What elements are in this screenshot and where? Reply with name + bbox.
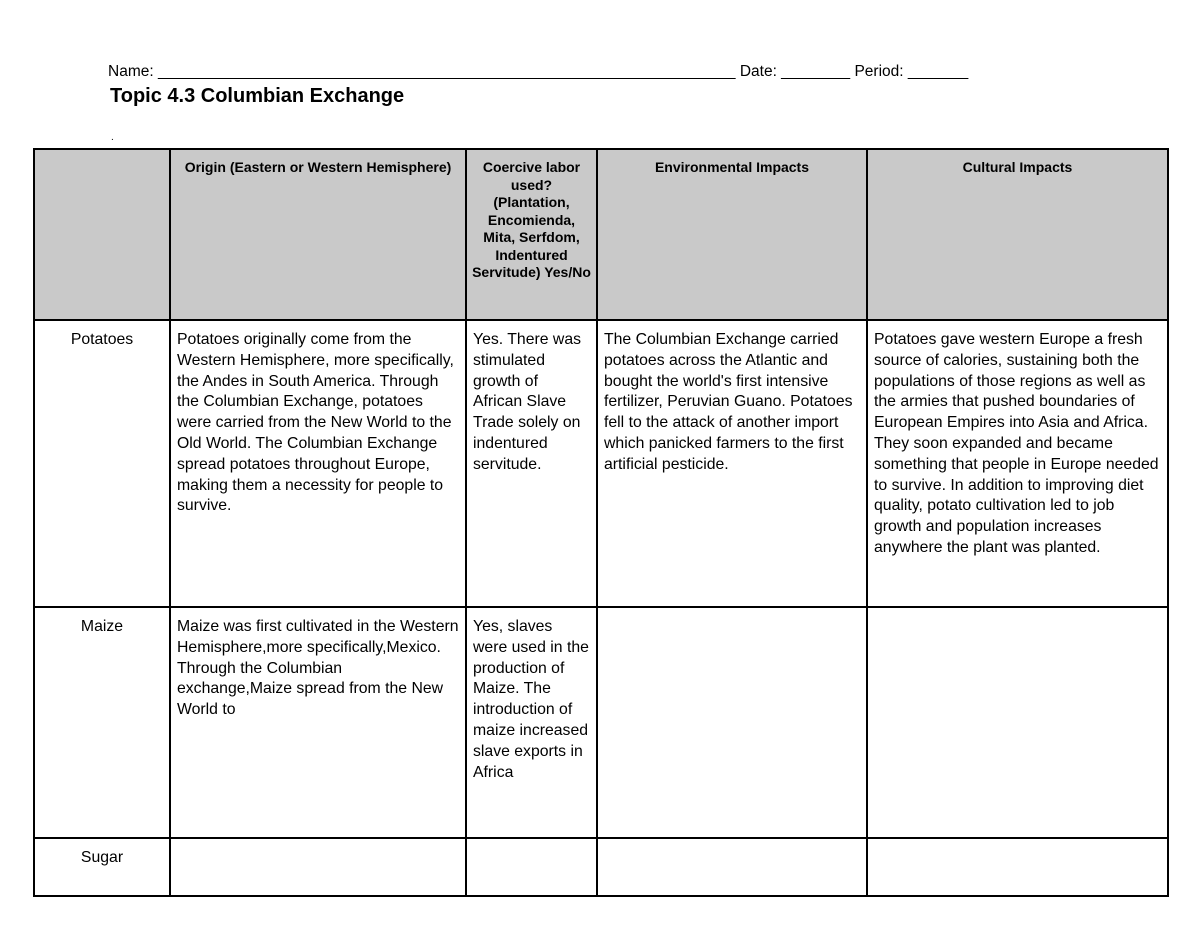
cell-labor[interactable]: Yes. There was stimulated growth of African Slave Trade solely on indentured servitude. xyxy=(466,320,597,607)
header-cell-origin: Origin (Eastern or Western Hemisphere) xyxy=(170,149,466,320)
table-row xyxy=(34,320,1168,607)
columbian-exchange-table xyxy=(33,148,1169,897)
cell-origin[interactable] xyxy=(170,838,466,896)
cell-cultural[interactable] xyxy=(867,838,1168,896)
cell-environmental[interactable] xyxy=(597,607,867,838)
header-cell-coercive-labor: Coercive labor used? (Plantation, Encomienda, Mita, Serfdom, Indentured Servitude) Yes/No xyxy=(466,149,597,320)
table-row xyxy=(34,838,1168,896)
cell-origin[interactable]: Potatoes originally come from the Western Hemisphere, more specifically, the Andes in South America. Through the Columbian Exchange, potatoes were carried from the New World to the Old World. The Columbian Exchange spread potatoes throughout Europe, making them a necessity for people to survive. xyxy=(170,320,466,607)
table-row xyxy=(34,607,1168,838)
cell-cultural[interactable]: Potatoes gave western Europe a fresh source of calories, sustaining both the populations of those regions as well as the armies that pushed boundaries of European Empires into Asia and Africa. They soon expanded and became something that people in Europe needed to survive. In addition to improving diet quality, potato cultivation led to job growth and population increases anywhere the plant was planted. xyxy=(867,320,1168,607)
row-label-potatoes: Potatoes xyxy=(34,320,170,607)
cell-labor[interactable] xyxy=(466,838,597,896)
table-header-row xyxy=(34,149,1168,320)
cell-environmental[interactable]: The Columbian Exchange carried potatoes across the Atlantic and bought the world's first intensive fertilizer, Peruvian Guano. Potatoes fell to the attack of another import which panicked farmers to the first artificial pesticide. xyxy=(597,320,867,607)
header-cell-blank xyxy=(34,149,170,320)
page-title: Topic 4.3 Columbian Exchange xyxy=(110,85,405,107)
cell-cultural[interactable] xyxy=(867,607,1168,838)
cell-environmental[interactable] xyxy=(597,838,867,896)
row-label-maize: Maize xyxy=(34,607,170,838)
cell-origin[interactable]: Maize was first cultivated in the Western Hemisphere,more specifically,Mexico. Through the Columbian exchange,Maize spread from the New World to xyxy=(170,607,466,838)
header-cell-environmental: Environmental Impacts xyxy=(597,149,867,320)
row-label-sugar: Sugar xyxy=(34,838,170,896)
header-cell-cultural: Cultural Impacts xyxy=(867,149,1168,320)
cell-labor[interactable]: Yes, slaves were used in the production of Maize. The introduction of maize increased slave exports in Africa xyxy=(466,607,597,838)
name-date-period-line: Name: ___________________________________________________________________ Date: ________ Period: _______ xyxy=(108,63,969,80)
stray-dot: . xyxy=(111,132,114,143)
